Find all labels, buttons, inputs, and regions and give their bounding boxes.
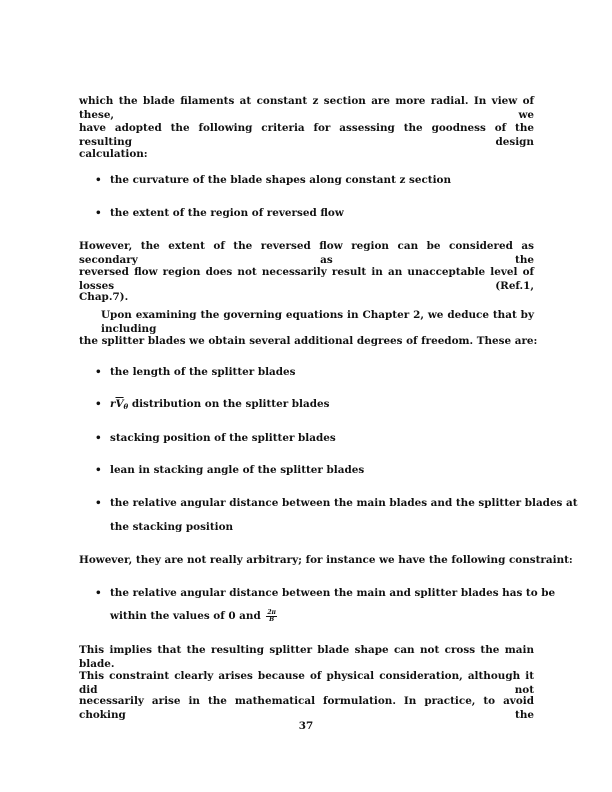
text-line: have adopted the following criteria for assessing the goodness of the resulting design xyxy=(79,122,534,148)
bullet-icon: • xyxy=(95,432,102,444)
bullet-continuation xyxy=(110,609,534,623)
bullet-text: lean in stacking angle of the splitter blades xyxy=(110,464,365,476)
text-line: However, they are not really arbitrary; for instance we have the following constraint: xyxy=(79,554,573,566)
text-line: reversed flow region does not necessarily result in an unacceptable level of losses (Ref.1, xyxy=(79,266,534,292)
fraction-denominator: B xyxy=(269,615,275,623)
text-line: necessarily arise in the mathematical formulation. In practice, to avoid choking the xyxy=(79,695,534,721)
bullet-icon: • xyxy=(95,207,102,219)
bullet-icon: • xyxy=(95,587,102,599)
bullet-icon: • xyxy=(95,464,102,476)
bullet-text: within the values of 0 and xyxy=(110,610,265,622)
bullet-item xyxy=(95,586,556,600)
bullet-item xyxy=(95,496,578,510)
text-line: the splitter blades we obtain several additional degrees of freedom. These are: xyxy=(79,335,538,347)
bullet-item xyxy=(95,365,534,379)
text-line: calculation: xyxy=(79,148,148,160)
bullet-icon: • xyxy=(95,366,102,378)
fraction-numerator: 2π xyxy=(267,608,276,616)
bullet-text: the length of the splitter blades xyxy=(110,366,296,378)
bullet-text: the extent of the region of reversed flow xyxy=(110,207,344,219)
bullet-text: stacking position of the splitter blades xyxy=(110,432,336,444)
bullet-continuation: the stacking position xyxy=(110,521,234,533)
bullet-icon: • xyxy=(95,398,102,410)
bullet-text: the curvature of the blade shapes along constant z section xyxy=(110,174,452,186)
bullet-item xyxy=(95,206,534,220)
math-theta-subscript: θ xyxy=(123,402,129,411)
text-line: This constraint clearly arises because of physical consideration, although it did not xyxy=(79,670,534,696)
bullet-icon: • xyxy=(95,174,102,186)
bullet-item xyxy=(95,463,534,477)
text-line: Chap.7). xyxy=(79,291,129,303)
text-line: However, the extent of the reversed flow region can be considered as secondary as the xyxy=(79,240,534,266)
bullet-item xyxy=(95,173,534,187)
math-v-bar: $\overline{V}$ xyxy=(115,398,124,410)
bullet-text: the relative angular distance between the main blades and the splitter blades at xyxy=(110,497,578,509)
math-fraction xyxy=(266,610,277,623)
bullet-text: the relative angular distance between the main and splitter blades has to be xyxy=(110,587,556,599)
bullet-item xyxy=(95,431,534,445)
text-line: which the blade filaments at constant z section are more radial. In view of these, we xyxy=(79,95,534,121)
page-number: 37 xyxy=(298,720,314,732)
bullet-icon: • xyxy=(95,497,102,509)
text-line: Upon examining the governing equations in Chapter 2, we deduce that by including xyxy=(101,309,534,335)
math-r: r xyxy=(110,398,116,410)
bullet-text: distribution on the splitter blades xyxy=(128,398,330,410)
text-line: This implies that the resulting splitter blade shape can not cross the main blade. xyxy=(79,644,534,670)
bullet-item xyxy=(95,397,534,414)
